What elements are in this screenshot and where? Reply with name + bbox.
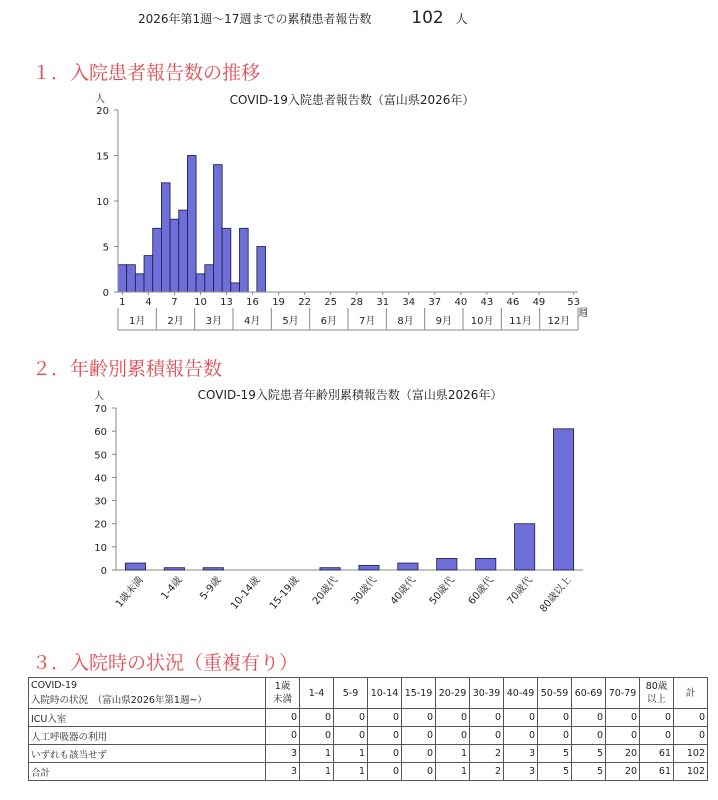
table-column-header-line: 70-79 <box>608 687 637 699</box>
x-tick-label: 4 <box>145 297 152 308</box>
table-column-header-line: 30-39 <box>472 687 501 699</box>
section-title-weekly: １．入院患者報告数の推移 <box>32 62 261 84</box>
x-tick-label: 30歳代 <box>349 574 380 608</box>
month-label: 11月 <box>509 316 532 327</box>
y-tick-label: 0 <box>100 566 107 577</box>
table-column-header <box>504 678 538 709</box>
table-cell: 0 <box>504 709 538 727</box>
y-tick-label: 60 <box>94 427 107 439</box>
summary-text: 2026年第1週～17週までの累積患者報告数 <box>138 12 372 26</box>
x-tick-label: 49 <box>532 297 546 308</box>
table-cell: 0 <box>572 709 606 727</box>
table-cell: 1 <box>300 763 334 781</box>
table-column-header <box>470 678 504 709</box>
table-column-header-line: 50-59 <box>540 687 569 699</box>
x-tick-label: 50歳代 <box>427 574 458 608</box>
table-column-header <box>572 678 606 709</box>
month-label: 8月 <box>397 316 414 327</box>
table-cell: 3 <box>266 763 300 781</box>
section-title-age: ２．年齢別累積報告数 <box>32 358 223 380</box>
table-cell: 0 <box>368 745 402 763</box>
table-cell: 61 <box>640 763 674 781</box>
table-header-row <box>29 678 708 709</box>
bar <box>179 210 188 292</box>
table-column-header-line: 未満 <box>272 694 292 705</box>
table-column-header-line: 計 <box>685 687 696 699</box>
y-tick-label: 30 <box>94 496 107 508</box>
x-tick-label: 15-19歳 <box>267 574 302 612</box>
bar <box>205 265 214 292</box>
table-column-header-line: 80歳 <box>645 681 668 692</box>
table-cell: 0 <box>436 727 470 745</box>
x-tick-label: 37 <box>428 297 442 308</box>
table-cell: 0 <box>402 763 436 781</box>
y-tick-label: 20 <box>96 106 109 117</box>
bar <box>187 156 196 293</box>
y-tick-label: 0 <box>102 288 109 299</box>
table-cell: 0 <box>606 727 640 745</box>
y-axis-unit: 人 <box>94 391 104 402</box>
x-tick-label: 46 <box>506 297 520 308</box>
bar <box>118 265 127 292</box>
bar <box>398 563 418 570</box>
bar <box>437 558 457 570</box>
x-tick-label: 22 <box>298 297 311 308</box>
table-cell: 3 <box>504 745 538 763</box>
table-cell: 3 <box>504 763 538 781</box>
month-label: 12月 <box>547 316 571 327</box>
bar <box>257 247 266 293</box>
y-tick-label: 50 <box>94 450 107 462</box>
table-cell: 20 <box>606 763 640 781</box>
table-cell: 5 <box>572 763 606 781</box>
table-corner-line: COVID-19 <box>31 680 78 691</box>
table-cell: 0 <box>368 709 402 727</box>
x-tick-label: 1 <box>119 297 126 308</box>
table-cell: 1 <box>300 745 334 763</box>
month-label: 10月 <box>470 316 494 327</box>
table-cell: 1 <box>436 763 470 781</box>
table-cell: 102 <box>674 763 708 781</box>
month-label: 4月 <box>243 316 261 327</box>
table-cell: 102 <box>674 745 708 763</box>
x-tick-label: 43 <box>480 297 494 308</box>
table-cell: 2 <box>470 763 504 781</box>
y-tick-label: 40 <box>94 473 107 485</box>
age-chart <box>0 380 718 632</box>
table-row-label: 合計 <box>29 763 266 781</box>
table-column-header <box>334 678 368 709</box>
table-column-header-line: 20-29 <box>438 687 467 699</box>
x-tick-label: 25 <box>324 297 338 308</box>
table-cell: 0 <box>368 763 402 781</box>
table-row-label: いずれも該当せず <box>29 745 266 763</box>
bar <box>553 429 573 570</box>
month-label: 7月 <box>358 316 376 327</box>
table-cell: 1 <box>334 745 368 763</box>
x-tick-label: 60歳代 <box>466 574 497 608</box>
table-cell: 0 <box>368 727 402 745</box>
table-cell: 0 <box>606 709 640 727</box>
bar <box>196 274 205 292</box>
table-column-header-line: 以上 <box>646 694 666 705</box>
x-tick-label: 80歳以上 <box>537 574 574 615</box>
table-cell: 5 <box>538 763 572 781</box>
table-cell: 0 <box>674 727 708 745</box>
table-column-header-line: 40-49 <box>506 687 535 699</box>
x-tick-label: 1-4歳 <box>159 574 185 603</box>
table-cell: 0 <box>674 709 708 727</box>
x-tick-label: 53 <box>567 297 581 308</box>
bar <box>144 256 153 292</box>
table-cell: 0 <box>640 727 674 745</box>
y-tick-label: 5 <box>102 242 109 254</box>
y-tick-label: 20 <box>94 519 107 531</box>
table-row <box>29 727 708 745</box>
table-cell: 0 <box>300 727 334 745</box>
bar <box>161 183 170 292</box>
bar <box>359 565 379 570</box>
table-column-header <box>300 678 334 709</box>
bar <box>515 524 535 570</box>
table-row-label: ICU入室 <box>29 709 266 727</box>
section-title-status: ３．入院時の状況（重複有り） <box>32 652 299 674</box>
y-tick-label: 10 <box>94 542 107 554</box>
x-tick-label: 31 <box>376 297 390 308</box>
table-cell: 0 <box>300 709 334 727</box>
bar <box>127 265 136 292</box>
bar <box>203 568 223 570</box>
table-cell: 0 <box>504 727 538 745</box>
table-cell: 5 <box>538 745 572 763</box>
table-column-header <box>674 678 708 709</box>
table-column-header <box>606 678 640 709</box>
x-axis-unit: 週 <box>578 308 588 319</box>
table-column-header <box>266 678 300 709</box>
table-corner-line: 入院時の状況 （富山県2026年第1週~） <box>31 695 207 706</box>
table-cell: 20 <box>606 745 640 763</box>
month-label: 3月 <box>205 316 223 327</box>
y-tick-label: 10 <box>96 197 109 208</box>
table-cell: 0 <box>538 709 572 727</box>
x-tick-label: 10-14歳 <box>228 574 263 612</box>
x-tick-label: 34 <box>402 297 416 308</box>
table-cell: 0 <box>436 709 470 727</box>
table-cell: 0 <box>402 727 436 745</box>
bar <box>125 563 145 570</box>
summary-count: 102 <box>411 8 444 28</box>
bar <box>213 165 222 292</box>
table-cell: 3 <box>266 745 300 763</box>
month-label: 5月 <box>282 316 299 327</box>
x-tick-label: 40 <box>454 297 468 308</box>
table-cell: 0 <box>266 709 300 727</box>
x-tick-label: 1歳未満 <box>113 574 146 610</box>
table-column-header-line: 1歳 <box>274 681 291 692</box>
table-column-header <box>640 678 674 709</box>
table-column-header-line: 5-9 <box>342 687 359 699</box>
table-column-header <box>436 678 470 709</box>
table-cell: 5 <box>572 745 606 763</box>
month-label: 6月 <box>320 316 338 327</box>
bar <box>135 274 144 292</box>
x-tick-label: 40歳代 <box>388 574 419 608</box>
x-tick-label: 16 <box>246 297 259 308</box>
table-cell: 2 <box>470 745 504 763</box>
x-tick-label: 28 <box>350 297 364 308</box>
table-cell: 0 <box>470 727 504 745</box>
table-row <box>29 763 708 781</box>
month-label: 2月 <box>167 316 184 327</box>
table-cell: 0 <box>266 727 300 745</box>
table-column-header-line: 10-14 <box>370 687 399 699</box>
y-tick-label: 70 <box>94 404 107 415</box>
bar <box>320 568 340 570</box>
month-label: 9月 <box>435 316 453 327</box>
bar <box>170 219 179 292</box>
y-tick-label: 15 <box>96 151 109 163</box>
x-tick-label: 70歳代 <box>505 574 535 608</box>
weekly-chart <box>0 88 718 344</box>
table-row <box>29 709 708 727</box>
table-cell: 1 <box>436 745 470 763</box>
chart-title: COVID-19入院患者年齢別累積報告数（富山県2026年） <box>197 388 503 402</box>
month-label: 1月 <box>128 316 146 327</box>
table-cell: 61 <box>640 745 674 763</box>
x-tick-label: 7 <box>171 297 178 308</box>
table-cell: 0 <box>334 709 368 727</box>
table-cell: 1 <box>334 763 368 781</box>
bar <box>240 228 249 292</box>
bar <box>231 283 240 292</box>
table-column-header <box>538 678 572 709</box>
table-cell: 0 <box>470 709 504 727</box>
summary-line <box>138 8 468 28</box>
summary-unit: 人 <box>455 12 468 26</box>
table-cell: 0 <box>572 727 606 745</box>
status-table <box>28 677 708 781</box>
bar <box>222 228 231 292</box>
table-cell: 0 <box>538 727 572 745</box>
table-cell: 0 <box>402 709 436 727</box>
bar <box>153 228 162 292</box>
x-tick-label: 13 <box>220 297 233 308</box>
chart-title: COVID-19入院患者報告数（富山県2026年） <box>229 93 475 107</box>
table-column-header-line: 1-4 <box>308 687 325 699</box>
y-axis-unit: 人 <box>95 94 105 105</box>
table-column-header-line: 15-19 <box>404 687 433 699</box>
table-column-header <box>368 678 402 709</box>
table-cell: 0 <box>402 745 436 763</box>
table-row <box>29 745 708 763</box>
table-column-header-line: 60-69 <box>574 687 603 699</box>
table-corner-cell <box>29 678 266 709</box>
x-tick-label: 20歳代 <box>310 574 341 608</box>
table-row-label: 人工呼吸器の利用 <box>29 727 266 745</box>
x-tick-label: 10 <box>194 297 207 308</box>
bar <box>164 568 184 570</box>
x-tick-label: 5-9歳 <box>198 574 224 603</box>
table-column-header <box>402 678 436 709</box>
bar <box>476 558 496 570</box>
x-tick-label: 19 <box>272 297 285 308</box>
table-cell: 0 <box>640 709 674 727</box>
table-cell: 0 <box>334 727 368 745</box>
